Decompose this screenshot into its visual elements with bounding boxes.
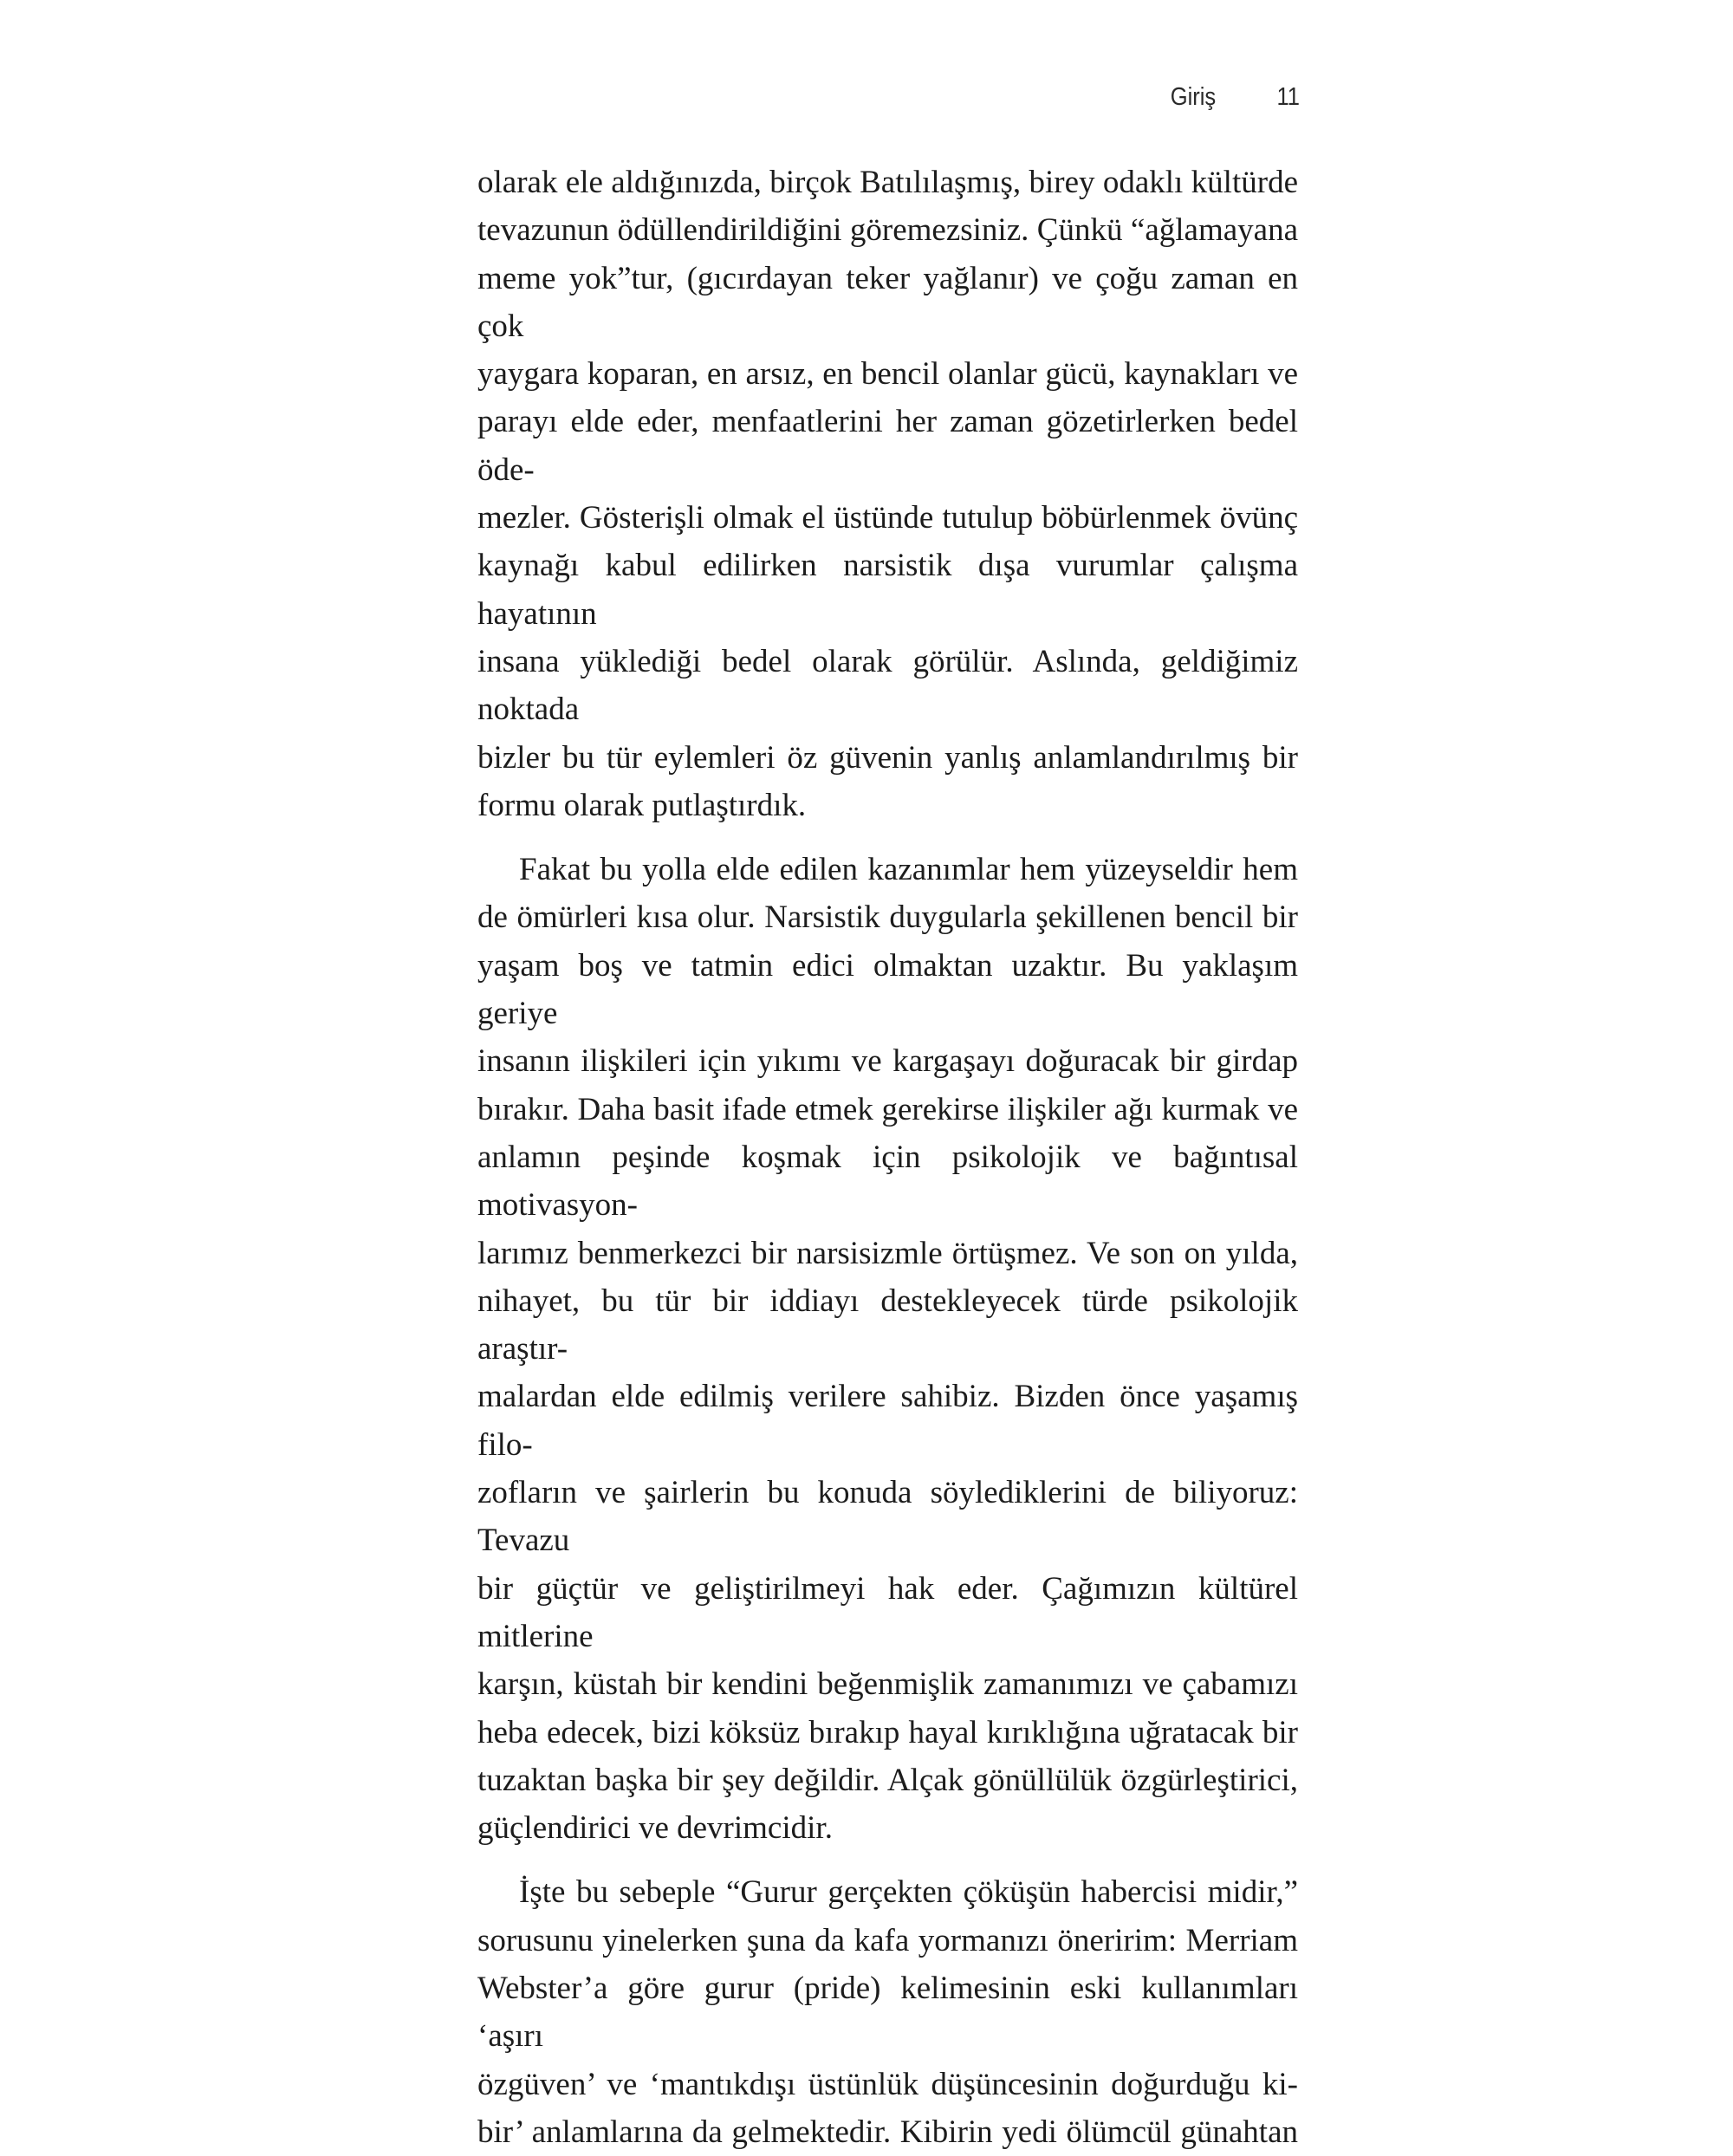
text-line: Webster’a göre gurur (pride) kelimesinin eski kullanımları ‘aşırı [477, 1970, 1298, 2055]
text-line: zofların ve şairlerin bu konuda söylediklerini de biliyoruz: Tevazu [477, 1475, 1298, 1559]
text-line: sorusunu yinelerken şuna da kafa yormanızı öneririm: Merriam [477, 1922, 1298, 1958]
text-line: larımız benmerkezci bir narsisizmle örtüşmez. Ve son on yılda, [477, 1235, 1298, 1271]
text-line: tevazunun ödüllendirildiğini göremezsiniz. Çünkü “ağlamayana [477, 212, 1298, 249]
text-line: İşte bu sebeple “Gurur gerçekten çöküşün habercisi midir,” [519, 1874, 1298, 1911]
running-head [1147, 83, 1300, 118]
text-line: formu olarak putlaştırdık. [477, 787, 807, 823]
paragraph [477, 846, 1298, 1852]
text-line: yaşam boş ve tatmin edici olmaktan uzaktır. Bu yaklaşım geriye [477, 947, 1298, 1032]
text-line: yaygara koparan, en arsız, en bencil olanlar gücü, kaynakları ve [477, 356, 1298, 393]
text-line: olarak ele aldığınızda, birçok Batılılaşmış, birey odaklı kültürde [477, 165, 1298, 200]
chapter-title: Giriş [1170, 83, 1217, 111]
text-line: bırakır. Daha basit ifade etmek gerekirse ilişkiler ağı kurmak ve [477, 1091, 1298, 1127]
text-line: mezler. Gösterişli olmak el üstünde tutulup böbürlenmek övünç [477, 500, 1298, 536]
text-line: heba edecek, bizi köksüz bırakıp hayal kırıklığına uğratacak bir [477, 1714, 1298, 1750]
text-line: bir güçtür ve geliştirilmeyi hak eder. Çağımızın kültürel mitlerine [477, 1570, 1298, 1654]
text-line: de ömürleri kısa olur. Narsistik duygularla şekillenen bencil bir [477, 899, 1298, 936]
text-line: insanın ilişkileri için yıkımı ve kargaşayı doğuracak bir girdap [477, 1043, 1298, 1080]
text-line: nihayet, bu tür bir iddiayı destekleyecek türde psikolojik araştır- [477, 1283, 1298, 1367]
text-line: parayı elde eder, menfaatlerini her zaman gözetirlerken bedel öde- [477, 404, 1298, 488]
text-line: anlamın peşinde koşmak için psikolojik ve bağıntısal motivasyon- [477, 1139, 1298, 1224]
text-line: güçlendirici ve devrimcidir. [477, 1810, 833, 1847]
text-line: kaynağı kabul edilirken narsistik dışa vurumlar çalışma hayatının [477, 548, 1298, 632]
text-line: malardan elde edilmiş verilere sahibiz. Bizden önce yaşamış filo- [477, 1379, 1298, 1463]
text-line: karşın, küstah bir kendini beğenmişlik zamanımızı ve çabamızı [477, 1666, 1298, 1703]
paragraph [477, 159, 1298, 829]
text-line: tuzaktan başka bir şey değildir. Alçak gönüllülük özgürleştirici, [477, 1762, 1298, 1798]
text-line: özgüven’ ve ‘mantıkdışı üstünlük düşüncesinin doğurduğu ki- [477, 2066, 1298, 2102]
text-line: bir’ anlamlarına da gelmektedir. Kibirin yedi ölümcül günahtan [477, 2114, 1298, 2150]
page-number: 11 [1276, 83, 1300, 111]
paragraph [477, 1868, 1298, 2156]
text-line: Fakat bu yolla elde edilen kazanımlar hem yüzeyseldir hem [519, 852, 1298, 888]
body-text [477, 159, 1298, 2156]
text-line: insana yüklediği bedel olarak görülür. Aslında, geldiğimiz noktada [477, 643, 1298, 728]
text-line: bizler bu tür eylemleri öz güvenin yanlış anlamlandırılmış bir [477, 739, 1298, 776]
text-line: meme yok”tur, (gıcırdayan teker yağlanır) ve çoğu zaman en çok [477, 260, 1298, 344]
